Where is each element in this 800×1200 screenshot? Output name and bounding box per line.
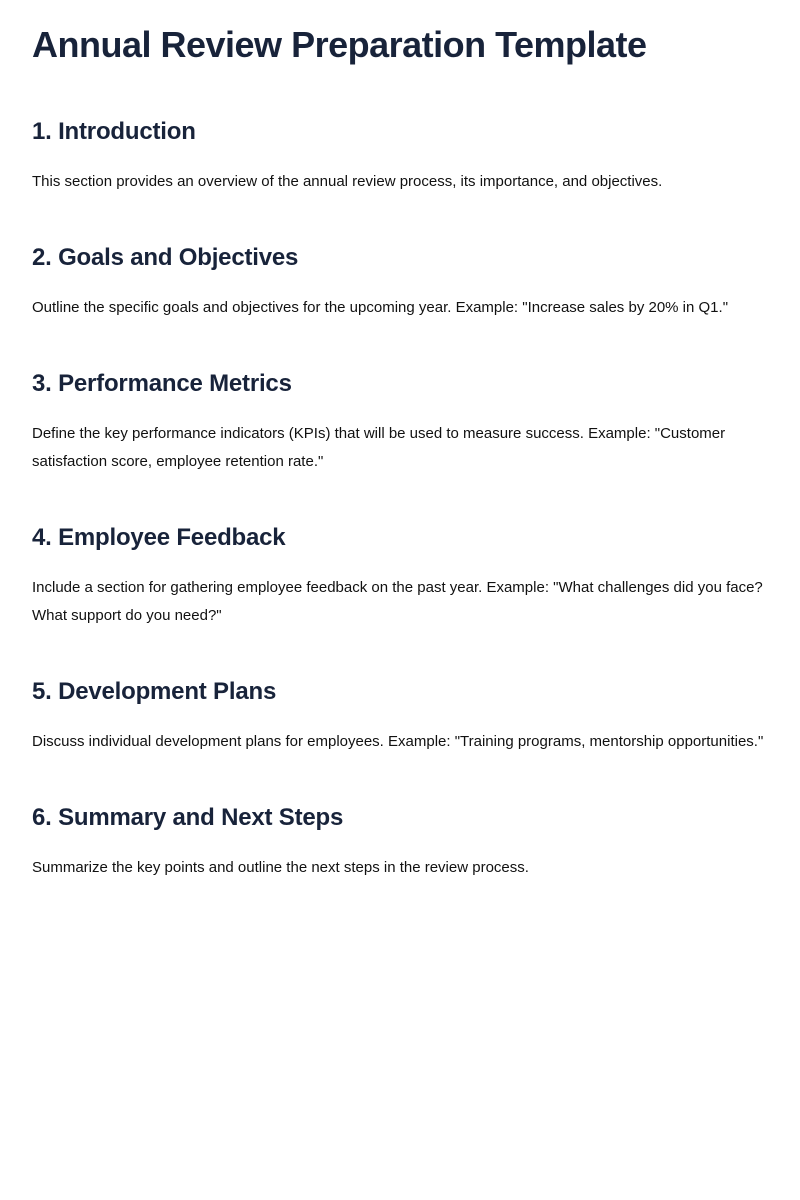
section-body: Outline the specific goals and objectives for the upcoming year. Example: "Increase sales by 20% in Q1." <box>32 299 729 316</box>
document-sections <box>32 116 768 882</box>
section-performance-metrics <box>32 368 768 476</box>
section-body: Summarize the key points and outline the next steps in the review process. <box>32 859 529 876</box>
section-heading: 3. Performance Metrics <box>32 370 292 397</box>
section-body: Include a section for gathering employee feedback on the past year. Example: "What challenges did you face? What support do you need?" <box>32 579 763 624</box>
section-body: Discuss individual development plans for employees. Example: "Training programs, mentorship opportunities." <box>32 733 764 750</box>
section-employee-feedback <box>32 522 768 630</box>
section-heading: 6. Summary and Next Steps <box>32 804 344 831</box>
section-goals-and-objectives <box>32 242 768 322</box>
section-heading: 4. Employee Feedback <box>32 524 286 551</box>
section-introduction <box>32 116 768 196</box>
section-body: This section provides an overview of the annual review process, its importance, and objectives. <box>32 173 663 190</box>
section-development-plans <box>32 676 768 756</box>
section-body: Define the key performance indicators (KPIs) that will be used to measure success. Example: "Customer satisfaction score, employee retention rate." <box>32 425 726 470</box>
section-summary-and-next-steps <box>32 802 768 882</box>
section-heading: 5. Development Plans <box>32 678 277 705</box>
document-title: Annual Review Preparation Template <box>32 24 647 65</box>
section-heading: 2. Goals and Objectives <box>32 244 299 271</box>
section-heading: 1. Introduction <box>32 118 196 145</box>
